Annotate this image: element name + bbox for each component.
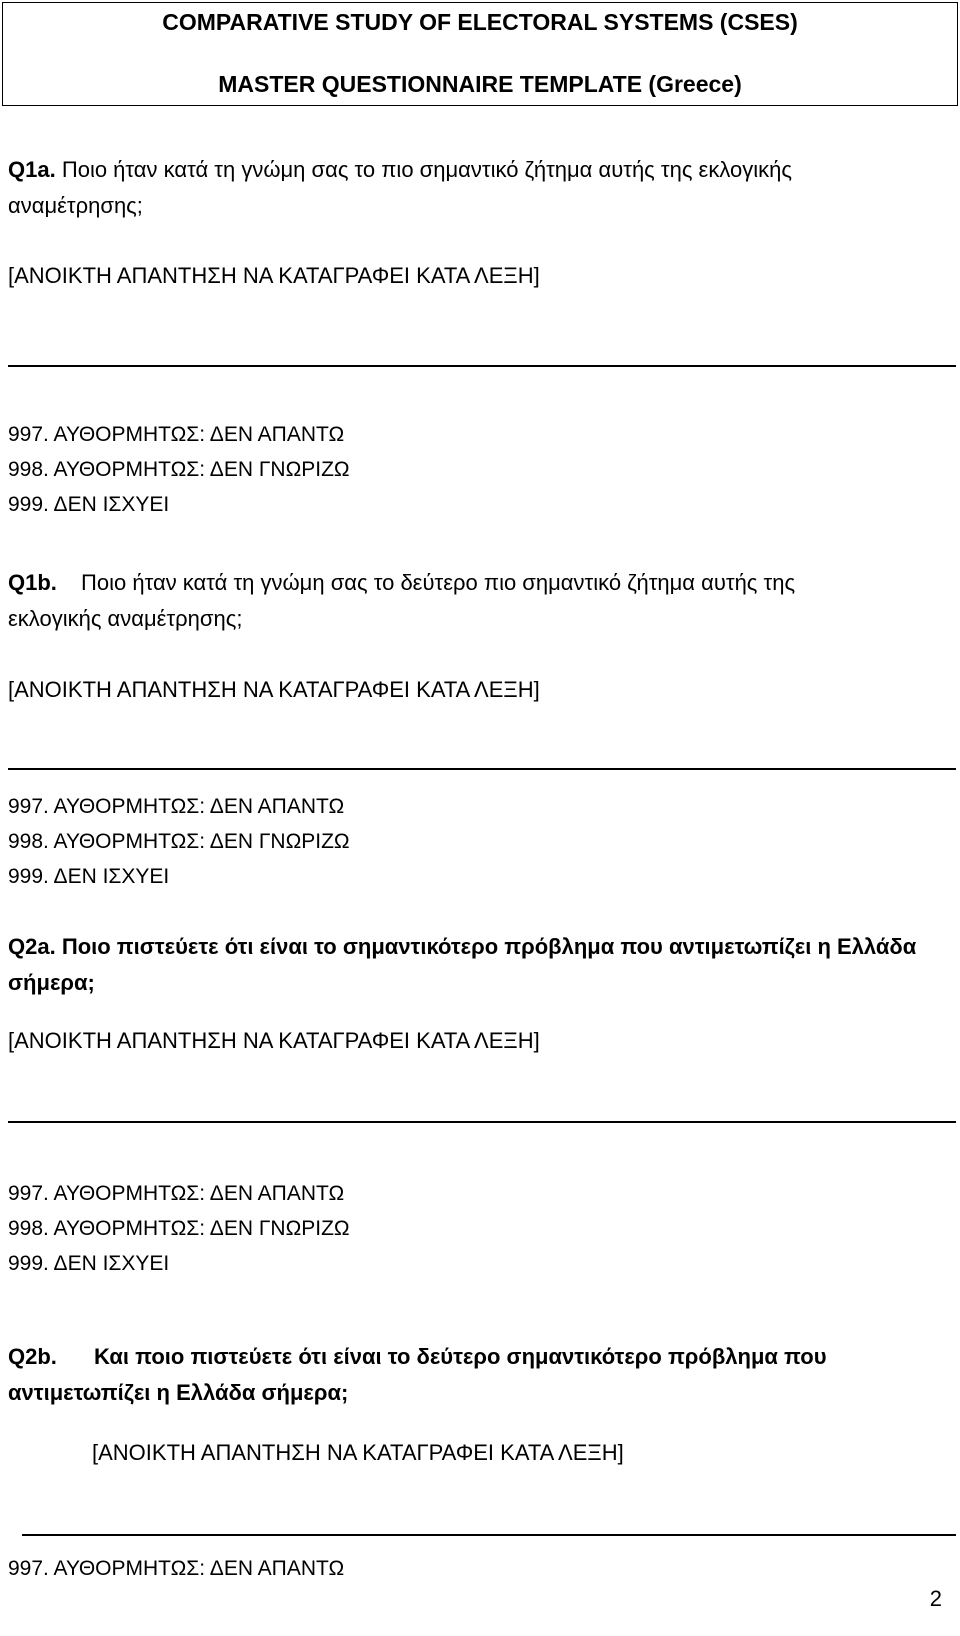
option-998: 998. ΑΥΘΟΡΜΗΤΩΣ: ΔΕΝ ΓΝΩΡΙΖΩ [8, 830, 350, 853]
instruction-q1a: [ΑΝΟΙΚΤΗ ΑΠΑΝΤΗΣΗ ΝΑ ΚΑΤΑΓΡΑΦΕΙ ΚΑΤΑ ΛΕΞΗ] [8, 263, 540, 288]
question-q1b [8, 565, 795, 637]
answer-line-q2a[interactable] [8, 1121, 956, 1123]
option-999: 999. ΔΕΝ ΙΣΧΥΕΙ [8, 493, 170, 516]
page-number: 2 [929, 1586, 942, 1611]
question-text-line1: Και ποιο πιστεύετε ότι είναι το δεύτερο σημαντικότερο πρόβλημα που [94, 1344, 827, 1369]
option-998: 998. ΑΥΘΟΡΜΗΤΩΣ: ΔΕΝ ΓΝΩΡΙΖΩ [8, 458, 350, 481]
question-text-line2: αντιμετωπίζει η Ελλάδα σήμερα; [8, 1380, 349, 1405]
question-text-line2: σήμερα; [8, 970, 95, 995]
header-box [2, 2, 958, 106]
instruction-q2a: [ΑΝΟΙΚΤΗ ΑΠΑΝΤΗΣΗ ΝΑ ΚΑΤΑΓΡΑΦΕΙ ΚΑΤΑ ΛΕΞΗ] [8, 1028, 540, 1053]
option-997: 997. ΑΥΘΟΡΜΗΤΩΣ: ΔΕΝ ΑΠΑΝΤΩ [8, 423, 345, 446]
document-subtitle: MASTER QUESTIONNAIRE TEMPLATE (Greece) [218, 71, 742, 97]
option-997: 997. ΑΥΘΟΡΜΗΤΩΣ: ΔΕΝ ΑΠΑΝΤΩ [8, 1182, 345, 1205]
instruction-q1b: [ΑΝΟΙΚΤΗ ΑΠΑΝΤΗΣΗ ΝΑ ΚΑΤΑΓΡΑΦΕΙ ΚΑΤΑ ΛΕΞΗ] [8, 677, 540, 702]
question-text-line2: εκλογικής αναμέτρησης; [8, 606, 243, 631]
instruction-q2b: [ΑΝΟΙΚΤΗ ΑΠΑΝΤΗΣΗ ΝΑ ΚΑΤΑΓΡΑΦΕΙ ΚΑΤΑ ΛΕΞΗ] [92, 1440, 624, 1465]
question-id: Q1a. [8, 157, 56, 182]
question-q1a [8, 152, 792, 224]
question-text-line1: Ποιο ήταν κατά τη γνώμη σας το πιο σημαντικό ζήτημα αυτής της εκλογικής [55, 157, 792, 182]
options-q1a [8, 417, 350, 522]
options-q2b [8, 1551, 344, 1586]
options-q1b [8, 789, 350, 894]
option-998: 998. ΑΥΘΟΡΜΗΤΩΣ: ΔΕΝ ΓΝΩΡΙΖΩ [8, 1217, 350, 1240]
question-id: Q2a. [8, 934, 56, 959]
option-999: 999. ΔΕΝ ΙΣΧΥΕΙ [8, 865, 170, 888]
options-q2a [8, 1176, 350, 1281]
question-q2a [8, 929, 916, 1001]
question-id: Q2b. [8, 1344, 57, 1369]
question-text-line1: Ποιο πιστεύετε ότι είναι το σημαντικότερο πρόβλημα που αντιμετωπίζει η Ελλάδα [55, 934, 917, 959]
question-text-line2: αναμέτρησης; [8, 193, 143, 218]
option-999: 999. ΔΕΝ ΙΣΧΥΕΙ [8, 1252, 170, 1275]
question-id: Q1b. [8, 570, 57, 595]
option-997: 997. ΑΥΘΟΡΜΗΤΩΣ: ΔΕΝ ΑΠΑΝΤΩ [8, 795, 345, 818]
question-text-line1: Ποιο ήταν κατά τη γνώμη σας το δεύτερο πιο σημαντικό ζήτημα αυτής της [81, 570, 796, 595]
option-997: 997. ΑΥΘΟΡΜΗΤΩΣ: ΔΕΝ ΑΠΑΝΤΩ [8, 1557, 345, 1580]
answer-line-q2b[interactable] [22, 1534, 956, 1536]
document-title: COMPARATIVE STUDY OF ELECTORAL SYSTEMS (CSES) [162, 9, 798, 35]
answer-line-q1b[interactable] [8, 768, 956, 770]
answer-line-q1a[interactable] [8, 365, 956, 367]
question-q2b [8, 1339, 827, 1411]
